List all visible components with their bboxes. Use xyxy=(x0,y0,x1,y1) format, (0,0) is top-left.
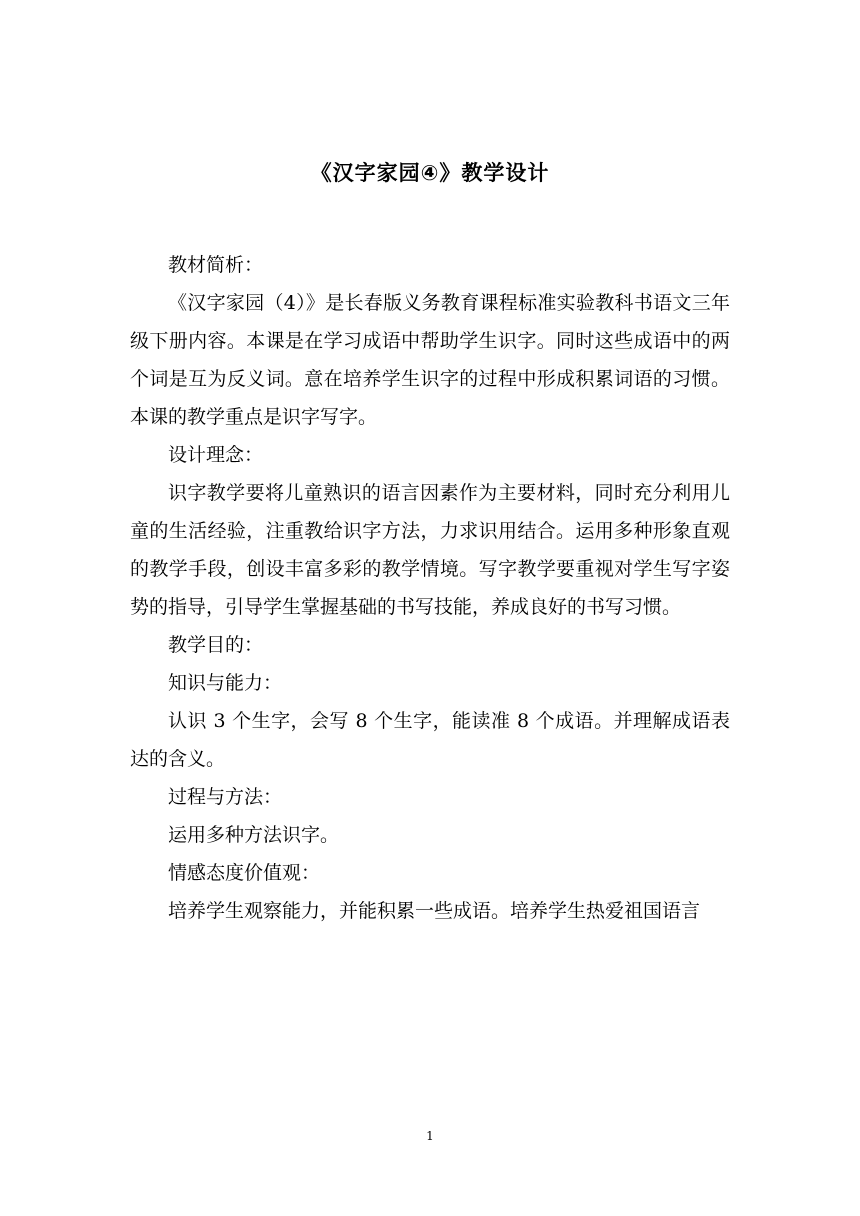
section-heading-teaching-goals: 教学目的： xyxy=(168,634,264,656)
section-heading-textbook-analysis: 教材简析： xyxy=(168,254,264,276)
subheading-process-method: 过程与方法： xyxy=(168,786,283,808)
section-heading-design-concept: 设计理念： xyxy=(168,444,264,466)
document-body xyxy=(130,246,730,930)
subheading-attitude-values: 情感态度价值观： xyxy=(168,862,321,884)
subheading-knowledge-ability: 知识与能力： xyxy=(168,672,283,694)
page-number: 1 xyxy=(426,1129,434,1143)
paragraph-design-concept: 识字教学要将儿童熟识的语言因素作为主要材料，同时充分利用儿童的生活经验，注重教给识字方法，力求识用结合。运用多种形象直观的教学手段，创设丰富多彩的教学情境。写字教学要重视对学生写字姿势的指导，引导学生掌握基础的书写技能，养成良好的书写习惯。 xyxy=(130,482,730,618)
paragraph-process-method: 运用多种方法识字。 xyxy=(168,824,340,846)
paragraph-textbook-analysis: 《汉字家园（4）》是长春版义务教育课程标准实验教科书语文三年级下册内容。本课是在学习成语中帮助学生识字。同时这些成语中的两个词是互为反义词。意在培养学生识字的过程中形成积累词语的习惯。本课的教学重点是识字写字。 xyxy=(130,292,730,428)
paragraph-attitude-values: 培养学生观察能力，并能积累一些成语。培养学生热爱祖国语言 xyxy=(168,900,701,922)
paragraph-knowledge-ability: 认识 3 个生字，会写 8 个生字，能读准 8 个成语。并理解成语表达的含义。 xyxy=(130,710,730,770)
document-title: 《汉字家园④》教学设计 xyxy=(310,161,550,185)
